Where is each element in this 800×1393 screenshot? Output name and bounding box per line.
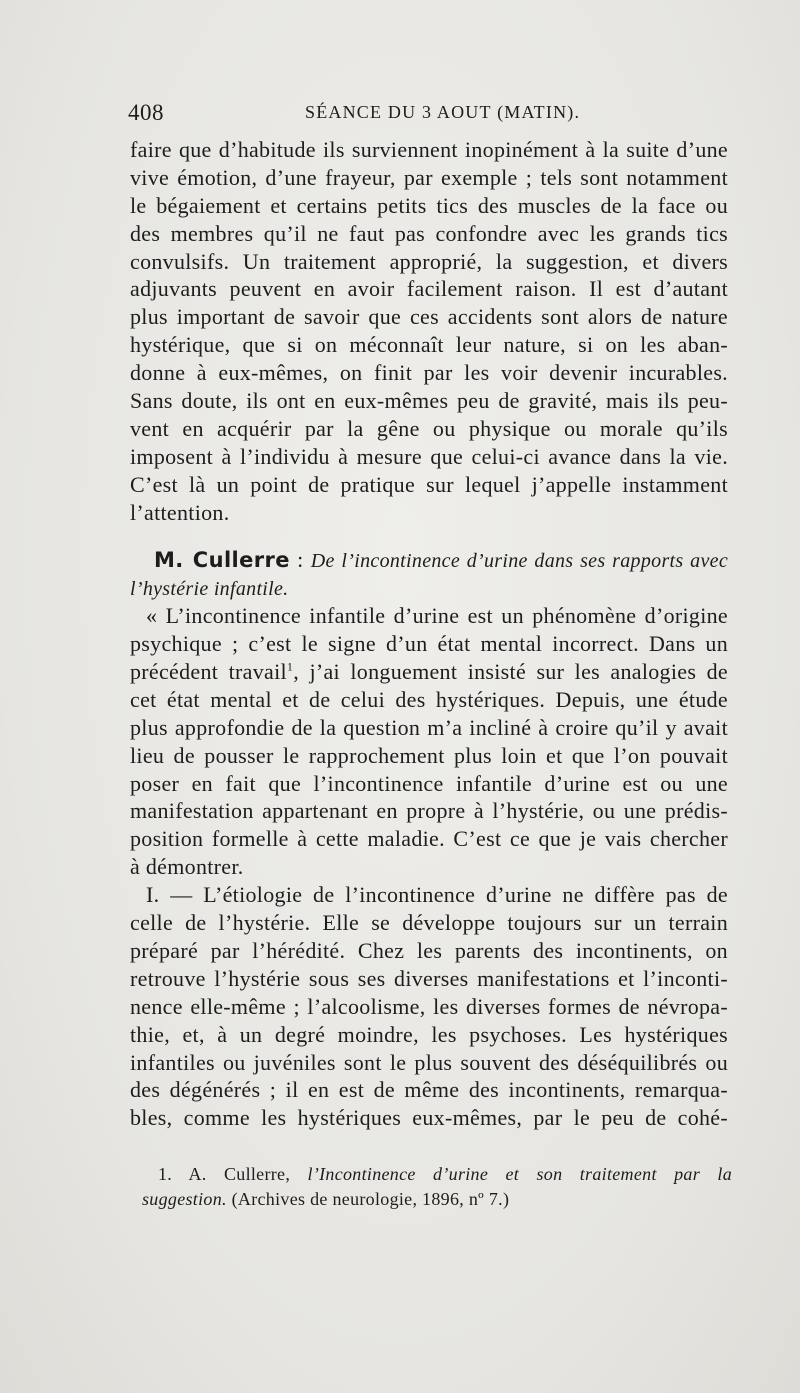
speaker-name: M. Cullerre <box>154 548 290 573</box>
heading-line <box>130 546 728 574</box>
running-title: SÉANCE DU 3 AOUT (MATIN). <box>305 102 581 122</box>
text-line: vive émotion, d’une frayeur, par exemple ; tels sont notamment <box>130 164 728 190</box>
footnote-source: (Archives de neurologie, 1896, nº 7.) <box>231 1189 510 1209</box>
text-line: le bégaiement et certains petits tics des muscles de la face ou <box>130 192 728 218</box>
speaker-separator: : <box>289 547 311 573</box>
section-spacer <box>130 526 728 546</box>
section-heading <box>130 546 728 602</box>
text-line: manifestation appartenant en propre à l’hystérie, ou une prédis- <box>130 798 728 824</box>
text-line: infantiles ou juvéniles sont le plus souvent des déséquilibrés ou <box>130 1049 728 1075</box>
footnotes <box>142 1162 732 1212</box>
text-segment: précédent travail <box>130 659 287 685</box>
text-line: faire que d’habitude ils surviennent inopinément à la suite d’une <box>130 137 728 162</box>
text-line: C’est là un point de pratique sur lequel j’appelle instamment <box>130 471 728 497</box>
text-line: plus approfondie de la question m’a incliné à croire qu’il y avait <box>130 714 728 740</box>
heading-line <box>130 574 728 602</box>
paragraph-3 <box>130 881 728 1132</box>
communication-title-continued: l’hystérie infantile. <box>130 578 289 601</box>
text-line: plus important de savoir que ces accidents sont alors de nature <box>130 304 728 330</box>
text-line: poser en fait que l’incontinence infantile d’urine est ou une <box>130 770 728 796</box>
text-line: imposent à l’individu à mesure que celui-ci avance dans la vie. <box>130 443 728 469</box>
text-line: cet état mental et de celui des hystériques. Depuis, une étude <box>130 686 728 712</box>
page-header <box>128 100 728 132</box>
text-line: Sans doute, ils ont en eux-mêmes peu de gravité, mais ils peu- <box>130 388 728 414</box>
page-number: 408 <box>128 100 164 125</box>
text-line: position formelle à cette maladie. C’est ce que je vais chercher <box>130 826 728 852</box>
text-line: à démontrer. <box>130 854 244 880</box>
text-line: donne à eux-mêmes, on finit par les voir devenir incurables. <box>130 360 728 386</box>
text-line: bles, comme les hystériques eux-mêmes, par le peu de cohé- <box>130 1105 728 1131</box>
text-line: celle de l’hystérie. Elle se développe toujours sur un terrain <box>130 910 728 936</box>
text-segment: , j’ai longuement insisté sur les analogies de <box>293 659 728 685</box>
footnote-title: l’Incontinence d’urine et son traitement par la <box>307 1164 732 1184</box>
text-line: psychique ; c’est le signe d’un état mental incorrect. Dans un <box>130 631 728 657</box>
text-line: vent en acquérir par la gêne ou physique ou morale qu’ils <box>130 415 728 441</box>
footnote-author: A. Cullerre, <box>188 1164 291 1184</box>
footnote-number: 1. <box>158 1164 173 1184</box>
footnote-title-continued: suggestion. <box>142 1189 227 1209</box>
text-line: retrouve l’hystérie sous ses diverses manifestations et l’inconti- <box>130 965 728 991</box>
text-line: des dégénérés ; il en est de même des incontinents, remarqua- <box>130 1077 728 1103</box>
text-line: l’attention. <box>130 499 230 525</box>
text-line: adjuvants peuvent en avoir facilement raison. Il est d’autant <box>130 276 728 302</box>
paragraph-2 <box>130 602 728 881</box>
text-line: des membres qu’il ne faut pas confondre avec les grands tics <box>130 220 728 246</box>
text-line: I. — L’étiologie de l’incontinence d’urine ne diffère pas de <box>146 882 728 908</box>
text-line: lieu de pousser le rapprochement plus loin et que l’on pouvait <box>130 742 728 768</box>
footnote-line <box>142 1162 732 1187</box>
footnote-line <box>142 1187 732 1212</box>
communication-title: De l’incontinence d’urine dans ses rapports avec <box>310 550 728 573</box>
text-line: thie, et, à un degré moindre, les psychoses. Les hystériques <box>130 1021 728 1047</box>
text-line: nence elle-même ; l’alcoolisme, les diverses formes de névropa- <box>130 993 728 1019</box>
footnote-marker: 1 <box>286 659 294 674</box>
paragraph-1 <box>130 136 728 526</box>
text-line: « L’incontinence infantile d’urine est un phénomène d’origine <box>146 603 728 629</box>
body-text <box>130 136 728 1132</box>
text-line: préparé par l’hérédité. Chez les parents des incontinents, on <box>130 937 728 963</box>
text-line: hystérique, que si on méconnaît leur nature, si on les aban- <box>130 332 728 358</box>
text-line: convulsifs. Un traitement approprié, la suggestion, et divers <box>130 248 728 274</box>
text-line <box>130 658 728 686</box>
